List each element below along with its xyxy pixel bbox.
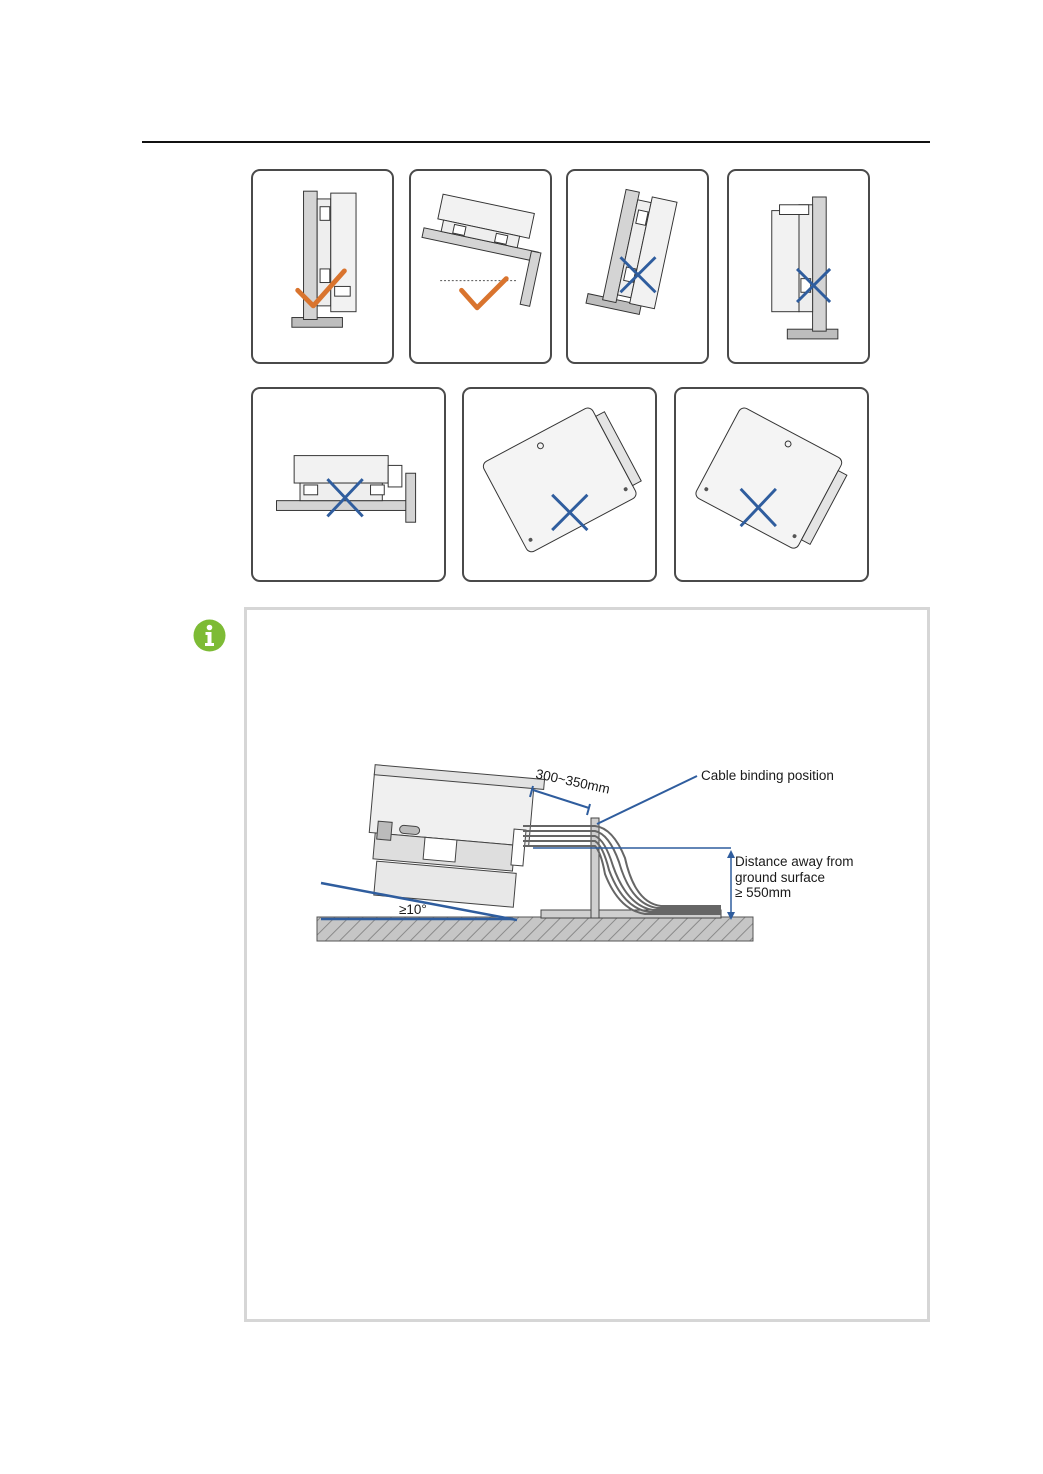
distance-label: 300~350mm <box>534 766 612 797</box>
cross-icon <box>253 389 444 580</box>
info-icon <box>193 619 226 652</box>
cross-icon <box>464 389 655 580</box>
mounting-example-tilted-back-correct <box>409 169 552 364</box>
check-icon <box>253 171 392 362</box>
header-rule <box>142 141 930 143</box>
mounting-example-rotated-left-incorrect <box>462 387 657 582</box>
mounting-example-tilted-forward-incorrect <box>566 169 709 364</box>
mounting-example-reversed-incorrect <box>727 169 870 364</box>
cross-icon <box>676 389 867 580</box>
cable-binding-diagram <box>313 698 865 980</box>
mounting-example-rotated-right-incorrect <box>674 387 869 582</box>
cable-binding-label: Cable binding position <box>701 768 834 783</box>
mounting-example-vertical-correct <box>251 169 394 364</box>
ground-distance-label-line3: ≥ 550mm <box>735 885 792 900</box>
angle-label: ≥10° <box>399 902 427 917</box>
cross-icon <box>729 171 868 362</box>
cross-icon <box>568 171 707 362</box>
ground-distance-label-line2: ground surface <box>735 870 826 885</box>
mounting-example-horizontal-incorrect <box>251 387 446 582</box>
ground-distance-label-line1: Distance away from <box>735 854 854 869</box>
check-icon <box>411 171 550 362</box>
